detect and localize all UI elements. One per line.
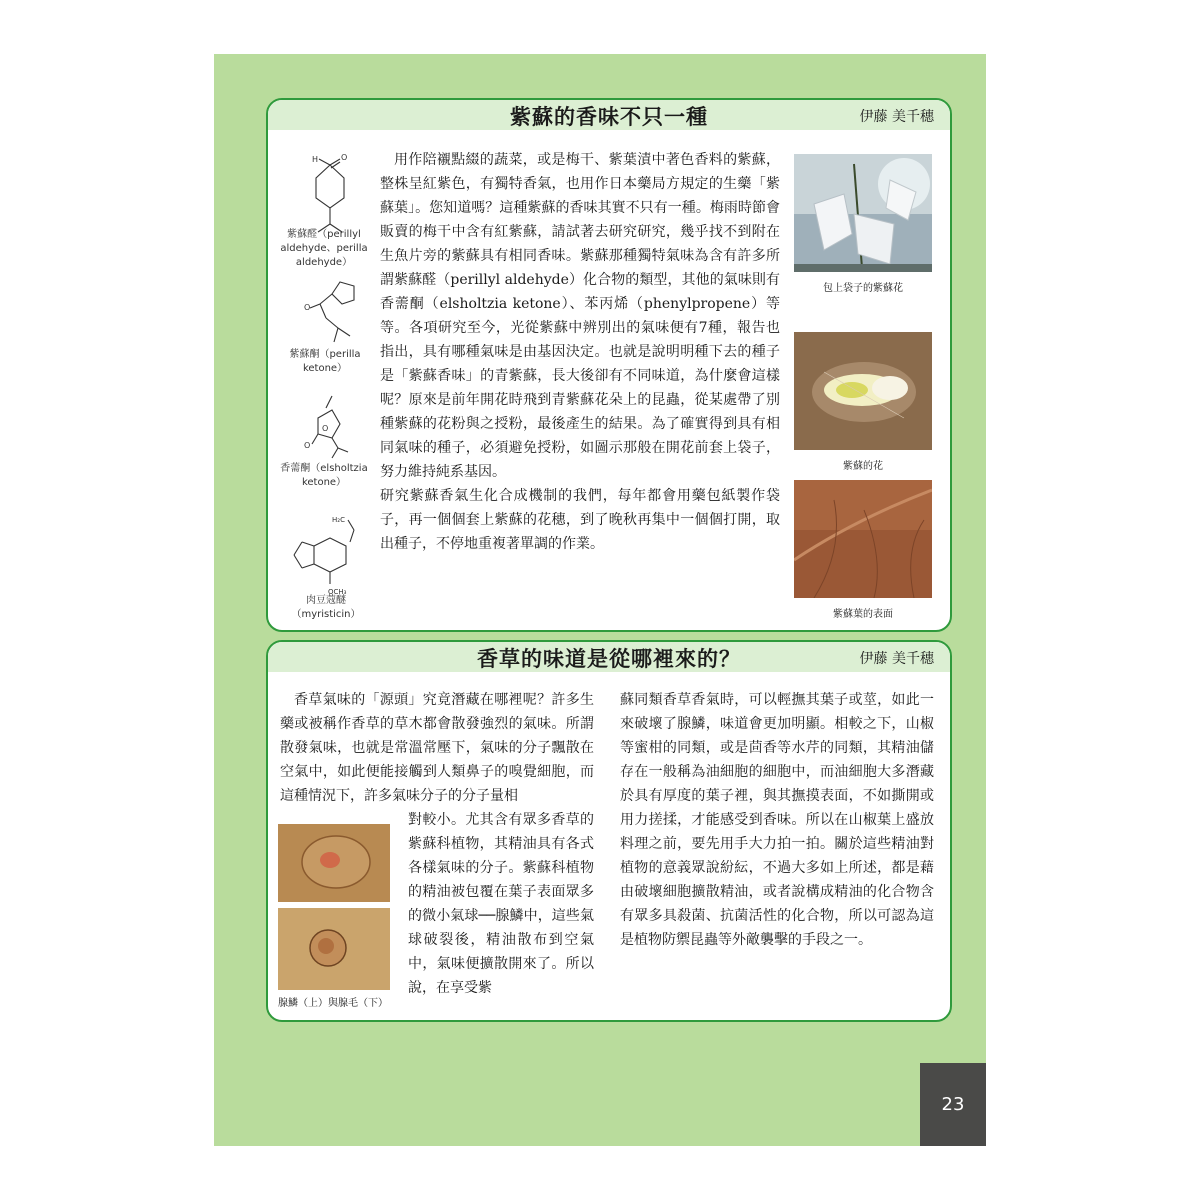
photo-caption: 紫蘇葉的表面: [833, 609, 893, 620]
svg-text:O: O: [322, 424, 329, 433]
svg-text:H: H: [312, 155, 319, 164]
svg-text:OCH₃: OCH₃: [328, 588, 347, 596]
paragraph: 蘇同類香草香氣時，可以輕撫其葉子或莖，如此一來破壞了腺鱗，味道會更加明顯。相較之下，山椒等蜜柑的同類，或是茴香等水芹的同類，其精油儲存在一般稱為油細胞的細胞中，而油細胞大多潛藏於具有厚度的葉子裡，與其撫摸表面，不如撕開或用力搓揉，才能感受到香味。所以在山椒葉上盛放料理之前，要先用手大力拍一拍。關於這些精油對植物的意義眾說紛紜，不過大多如上所述，都是藉由破壞細胞擴散精油，或者說構成精油的化合物含有眾多具殺菌、抗菌活性的化合物，所以可認為這是植物防禦昆蟲等外敵襲擊的手段之一。: [620, 692, 934, 948]
chem-label-perillaldehyde: 紫蘇醛（perillyl aldehyde、perilla aldehyde）: [280, 229, 368, 268]
paragraph: 香草氣味的「源頭」究竟潛藏在哪裡呢？許多生藥或被稱作香草的草木都會散發強烈的氣味。所謂散發氣味，也就是常溫常壓下，氣味的分子飄散在空氣中，如此便能接觸到人類鼻子的嗅覺細胞，而這種情況下，許多氣味分子的分子量相: [280, 692, 594, 804]
gland-scale-image: [278, 824, 390, 902]
chem-label-elsholtzia-ketone: 香薷酮（elsholtzia ketone）: [280, 463, 368, 488]
section-title: 香草的味道是從哪裡來的？: [477, 646, 741, 671]
flower-image: [794, 332, 932, 450]
section2-column1-narrow: [408, 808, 594, 1000]
page-number: 23: [920, 1063, 986, 1146]
gland-hair-image: [278, 908, 390, 990]
author-name: 伊藤 美千穗: [859, 651, 934, 667]
leaf-surface-image: [794, 480, 932, 598]
section2-column1-top: [280, 688, 594, 808]
section2-column2: [620, 688, 934, 952]
paragraph: 對較小。尤其含有眾多香草的紫蘇科植物，其精油具有各式各樣氣味的分子。紫蘇科植物的精油被包覆在葉子表面眾多的微小氣球──腺鱗中，這些氣球破裂後，精油散布到空氣中，氣味便擴散開來了。所以說，在享受紫: [408, 812, 594, 996]
author-name: 伊藤 美千穗: [859, 109, 934, 125]
photo-leaf-surface: [794, 480, 932, 620]
photo-caption: 腺鱗（上）與腺毛（下）: [278, 998, 388, 1009]
photo-caption: 包上袋子的紫蘇花: [823, 283, 903, 294]
photo-bagged-flower: [794, 154, 932, 294]
svg-text:O: O: [304, 441, 311, 450]
section-box-herb-scent: [266, 640, 952, 1022]
paragraph: 用作陪襯點綴的蔬菜，或是梅干、紫葉漬中著色香料的紫蘇，整株呈紅紫色，有獨特香氣，也用作日本藥局方規定的生藥「紫蘇葉」。您知道嗎？這種紫蘇的香味其實不只有一種。梅雨時節會販賣的梅干中含有紅紫蘇，請試著去研究研究，幾乎找不到附在生魚片旁的紫蘇具有相同香味。紫蘇那種獨特氣味為含有許多所謂紫蘇醛（perillyl aldehyde）化合物的類型，其他的氣味則有香薷酮（elsholtzia ketone）、苯丙烯（phenylpropene）等等。各項研究至今，光從紫蘇中辨別出的氣味便有7種，報告也指出，具有哪種氣味是由基因決定。也就是說明明種下去的種子是「紫蘇香味」的青紫蘇，長大後卻有不同味道，為什麼會這樣呢？原來是前年開花時飛到青紫蘇花朵上的昆蟲，從某處帶了別種紫蘇的花粉與之授粉，最後產生的結果。為了確實得到具有相同氣味的種子，必須避免授粉，如圖示那般在開花前套上袋子，努力維持純系基因。: [380, 152, 780, 480]
chem-label-myristicin: 肉豆蔻醚（myristicin）: [291, 595, 361, 620]
photo-caption: 紫蘇的花: [843, 461, 883, 472]
chemical-structures: [282, 148, 374, 624]
paragraph: 研究紫蘇香氣生化合成機制的我們，每年都會用藥包紙製作袋子，再一個個套上紫蘇的花穗，到了晚秋再集中一個個打開，取出種子，不停地重複著單調的作業。: [380, 488, 780, 552]
section-title: 紫蘇的香味不只一種: [510, 104, 708, 129]
section-box-perilla-aroma: [266, 98, 952, 632]
photo-glands: [278, 824, 392, 1009]
svg-text:O: O: [341, 153, 348, 162]
chem-label-perilla-ketone: 紫蘇酮（perilla ketone）: [289, 349, 361, 374]
svg-text:H₂C: H₂C: [332, 516, 345, 524]
page-background: [214, 54, 986, 1146]
svg-text:O: O: [304, 303, 311, 312]
photo-flower: [794, 332, 932, 472]
section1-body: [380, 148, 780, 556]
bagged-flower-image: [794, 154, 932, 272]
